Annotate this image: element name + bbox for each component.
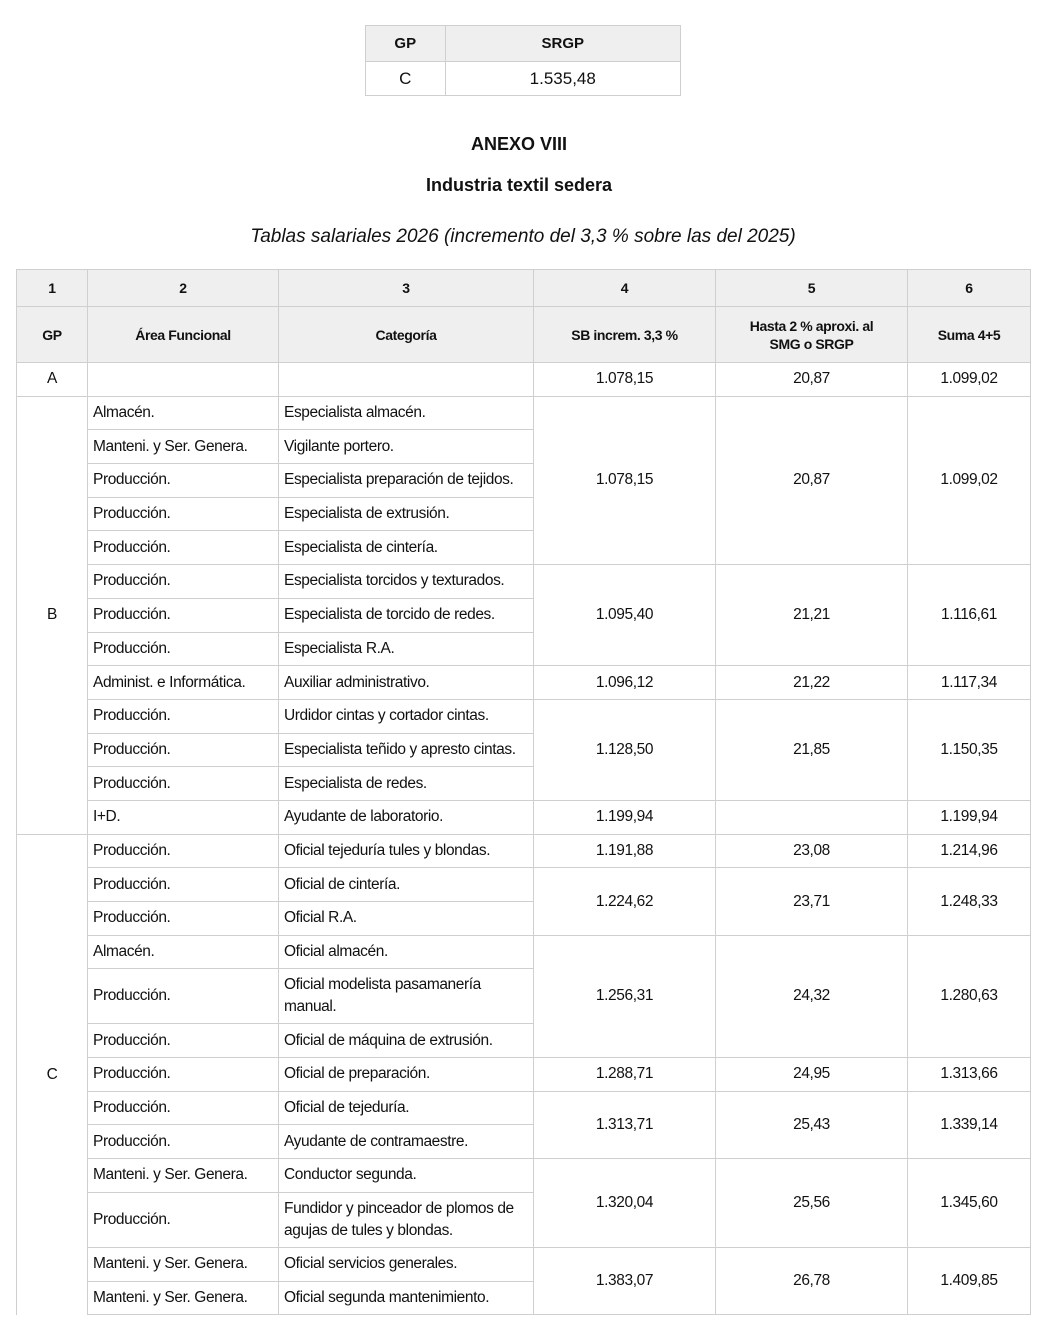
srgp-header-row	[366, 26, 681, 62]
srgp-header-gp: GP	[366, 26, 446, 62]
categoria-cell: Fundidor y pinceador de plomos de agujas de tules y blondas.	[279, 1192, 534, 1247]
table-row	[17, 1247, 1031, 1281]
hasta-cell	[716, 800, 908, 834]
hasta-cell: 21,22	[716, 666, 908, 700]
annex-title: ANEXO VIII	[470, 134, 568, 154]
area-cell: Almacén.	[88, 935, 279, 969]
srgp-data-row	[366, 62, 681, 96]
categoria-cell: Especialista de cintería.	[279, 531, 534, 565]
categoria-cell: Oficial de máquina de extrusión.	[279, 1024, 534, 1058]
suma-cell: 1.150,35	[908, 699, 1031, 800]
srgp-header-srgp: SRGP	[445, 26, 680, 62]
col-number-1: 1	[17, 270, 88, 307]
hasta-cell: 21,21	[716, 565, 908, 666]
categoria-cell: Oficial de preparación.	[279, 1058, 534, 1092]
hasta-cell: 24,32	[716, 935, 908, 1057]
col-number-5: 5	[716, 270, 908, 307]
area-cell: Administ. e Informática.	[88, 666, 279, 700]
suma-cell: 1.409,85	[908, 1247, 1031, 1314]
categoria-cell: Especialista torcidos y texturados.	[279, 565, 534, 599]
sb-cell: 1.256,31	[534, 935, 716, 1057]
area-cell: Manteni. y Ser. Genera.	[88, 1247, 279, 1281]
area-cell: Manteni. y Ser. Genera.	[88, 1159, 279, 1193]
sb-cell: 1.096,12	[534, 666, 716, 700]
categoria-cell: Oficial almacén.	[279, 935, 534, 969]
table-row	[17, 868, 1031, 902]
sb-cell: 1.288,71	[534, 1058, 716, 1092]
suma-cell: 1.214,96	[908, 834, 1031, 868]
categoria-cell: Oficial de cintería.	[279, 868, 534, 902]
col-number-2: 2	[88, 270, 279, 307]
area-cell: Producción.	[88, 834, 279, 868]
sb-cell: 1.224,62	[534, 868, 716, 935]
header-area-funcional: Área Funcional	[88, 307, 279, 363]
header-sb-increm: SB increm. 3,3 %	[534, 307, 716, 363]
sb-cell: 1.313,71	[534, 1091, 716, 1158]
area-cell: I+D.	[88, 800, 279, 834]
categoria-cell: Oficial tejeduría tules y blondas.	[279, 834, 534, 868]
srgp-value: 1.535,48	[445, 62, 680, 96]
area-cell: Producción.	[88, 1058, 279, 1092]
table-subtitle: Tablas salariales 2026 (incremento del 3,3 % sobre las del 2025)	[250, 226, 796, 247]
table-row	[17, 565, 1031, 599]
area-cell	[88, 363, 279, 397]
gp-cell: B	[17, 396, 88, 834]
col-number-3: 3	[279, 270, 534, 307]
column-header-row	[17, 307, 1031, 363]
area-cell: Producción.	[88, 1091, 279, 1125]
suma-cell: 1.248,33	[908, 868, 1031, 935]
area-cell: Producción.	[88, 565, 279, 599]
area-cell: Manteni. y Ser. Genera.	[88, 1281, 279, 1315]
table-row	[17, 1091, 1031, 1125]
categoria-cell: Ayudante de contramaestre.	[279, 1125, 534, 1159]
suma-cell: 1.345,60	[908, 1159, 1031, 1248]
categoria-cell: Oficial de tejeduría.	[279, 1091, 534, 1125]
industry-title: Industria textil sedera	[425, 175, 613, 195]
hasta-cell: 25,56	[716, 1159, 908, 1248]
table-row	[17, 396, 1031, 430]
categoria-cell: Ayudante de laboratorio.	[279, 800, 534, 834]
area-cell: Almacén.	[88, 396, 279, 430]
header-categoria: Categoría	[279, 307, 534, 363]
categoria-cell: Urdidor cintas y cortador cintas.	[279, 699, 534, 733]
hasta-cell: 23,08	[716, 834, 908, 868]
table-row	[17, 699, 1031, 733]
area-cell: Producción.	[88, 1125, 279, 1159]
header-hasta-2: Hasta 2 % aproxi. al SMG o SRGP	[716, 307, 908, 363]
area-cell: Producción.	[88, 598, 279, 632]
area-cell: Producción.	[88, 767, 279, 801]
hasta-cell: 26,78	[716, 1247, 908, 1314]
salary-table	[16, 269, 1031, 1315]
categoria-cell: Oficial R.A.	[279, 902, 534, 936]
sb-cell: 1.078,15	[534, 363, 716, 397]
hasta-cell: 21,85	[716, 699, 908, 800]
table-row	[17, 834, 1031, 868]
area-cell: Producción.	[88, 1192, 279, 1247]
table-row	[17, 800, 1031, 834]
categoria-cell: Vigilante portero.	[279, 430, 534, 464]
hasta-cell: 23,71	[716, 868, 908, 935]
table-row	[17, 935, 1031, 969]
area-cell: Producción.	[88, 632, 279, 666]
area-cell: Producción.	[88, 733, 279, 767]
area-cell: Producción.	[88, 699, 279, 733]
categoria-cell: Oficial segunda mantenimiento.	[279, 1281, 534, 1315]
categoria-cell: Conductor segunda.	[279, 1159, 534, 1193]
categoria-cell: Especialista de redes.	[279, 767, 534, 801]
srgp-table	[365, 25, 681, 96]
suma-cell: 1.099,02	[908, 363, 1031, 397]
suma-cell: 1.199,94	[908, 800, 1031, 834]
hasta-cell: 20,87	[716, 363, 908, 397]
categoria-cell: Especialista R.A.	[279, 632, 534, 666]
area-cell: Producción.	[88, 902, 279, 936]
srgp-gp-value: C	[366, 62, 446, 96]
categoria-cell	[279, 363, 534, 397]
suma-cell: 1.313,66	[908, 1058, 1031, 1092]
categoria-cell: Oficial modelista pasamanería manual.	[279, 969, 534, 1024]
sb-cell: 1.191,88	[534, 834, 716, 868]
col-number-6: 6	[908, 270, 1031, 307]
hasta-cell: 20,87	[716, 396, 908, 564]
categoria-cell: Especialista preparación de tejidos.	[279, 464, 534, 498]
column-number-row	[17, 270, 1031, 307]
hasta-cell: 24,95	[716, 1058, 908, 1092]
categoria-cell: Oficial servicios generales.	[279, 1247, 534, 1281]
header-suma: Suma 4+5	[908, 307, 1031, 363]
suma-cell: 1.116,61	[908, 565, 1031, 666]
sb-cell: 1.383,07	[534, 1247, 716, 1314]
sb-cell: 1.128,50	[534, 699, 716, 800]
suma-cell: 1.339,14	[908, 1091, 1031, 1158]
gp-cell: C	[17, 834, 88, 1315]
categoria-cell: Especialista almacén.	[279, 396, 534, 430]
categoria-cell: Especialista de extrusión.	[279, 497, 534, 531]
categoria-cell: Especialista de torcido de redes.	[279, 598, 534, 632]
area-cell: Producción.	[88, 868, 279, 902]
table-row	[17, 1159, 1031, 1193]
sb-cell: 1.078,15	[534, 396, 716, 564]
suma-cell: 1.280,63	[908, 935, 1031, 1057]
col-number-4: 4	[534, 270, 716, 307]
categoria-cell: Especialista teñido y apresto cintas.	[279, 733, 534, 767]
area-cell: Producción.	[88, 1024, 279, 1058]
categoria-cell: Auxiliar administrativo.	[279, 666, 534, 700]
suma-cell: 1.117,34	[908, 666, 1031, 700]
gp-cell: A	[17, 363, 88, 397]
table-row	[17, 363, 1031, 397]
area-cell: Producción.	[88, 464, 279, 498]
sb-cell: 1.095,40	[534, 565, 716, 666]
sb-cell: 1.320,04	[534, 1159, 716, 1248]
area-cell: Producción.	[88, 497, 279, 531]
area-cell: Producción.	[88, 969, 279, 1024]
suma-cell: 1.099,02	[908, 396, 1031, 564]
header-gp: GP	[17, 307, 88, 363]
table-row	[17, 1058, 1031, 1092]
hasta-cell: 25,43	[716, 1091, 908, 1158]
area-cell: Producción.	[88, 531, 279, 565]
area-cell: Manteni. y Ser. Genera.	[88, 430, 279, 464]
sb-cell: 1.199,94	[534, 800, 716, 834]
table-row	[17, 666, 1031, 700]
